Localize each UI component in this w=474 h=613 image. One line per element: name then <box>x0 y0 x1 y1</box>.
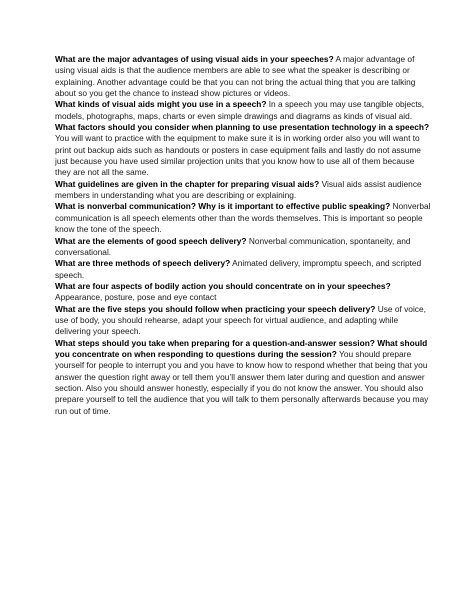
qa-presentation-technology <box>55 122 431 179</box>
question-text: What are the five steps you should follow when practicing your speech delivery? <box>55 303 376 314</box>
question-text: What kinds of visual aids might you use in a speech? <box>55 99 267 110</box>
question-text: What are the elements of good speech delivery? <box>55 235 247 246</box>
qa-bodily-action <box>55 281 431 304</box>
answer-text: You should prepare yourself for people to interrupt you and you have to know how to respond whether that being that you answer the question right away or tell them you’ll answer them later during and question and answer section. Also you should answer honestly, especially if you do not know the answer. You should also prepare yourself to tell the audience that you will talk to them personally afterwards because you may run out of time. <box>55 348 429 416</box>
question-text: What factors should you consider when planning to use presentation technology in a speech? <box>55 122 430 133</box>
qa-practice-steps <box>55 304 431 338</box>
answer-text: Visual aids assist audience members in understanding what you are describing or explaining. <box>55 178 422 201</box>
answer-text: Animated delivery, impromptu speech, and scripted speech. <box>55 258 422 280</box>
question-text: What is nonverbal communication? Why is it important to effective public speaking? <box>55 201 391 212</box>
answer-text: Nonverbal communication is all speech elements other than the words themselves. This is important so people know the tone of the speech. <box>55 201 431 235</box>
question-text: What are four aspects of bodily action you should concentrate on in your speeches? <box>55 280 391 291</box>
qa-nonverbal-communication <box>55 201 431 235</box>
answer-text: Appearance, posture, pose and eye contact <box>55 292 217 303</box>
document-page <box>55 54 431 417</box>
qa-delivery-methods <box>55 258 431 281</box>
qa-visual-aids-advantages <box>55 54 431 99</box>
answer-text: In a speech you may use tangible objects, models, photographs, maps, charts or even simple drawings and diagrams as kinds of visual aid. <box>55 99 425 121</box>
qa-visual-aid-kinds <box>55 99 431 122</box>
qa-good-delivery-elements <box>55 236 431 259</box>
answer-text: You will want to practice with the equipment to make sure it is in working order also you will want to print out backup aids such as handouts or posters in case equipment fails and lastly do not assume just because you have used similar projection units that you know how to use all of them because they are not all the same. <box>55 133 421 178</box>
question-text: What steps should you take when preparing for a question-and-answer session? What should you concentrate on when responding to questions during the session? <box>55 337 428 359</box>
qa-visual-aid-guidelines <box>55 179 431 202</box>
answer-text: A major advantage of using visual aids is that the audience members are able to see what the speaker is describing or explaining. Another advantage could be that you can not bring the actual thing that you are talking about so you get the chance to instead show pictures or videos. <box>55 54 416 99</box>
question-text: What are the major advantages of using visual aids in your speeches? <box>55 54 334 64</box>
question-text: What guidelines are given in the chapter for preparing visual aids? <box>55 178 320 189</box>
answer-text: Use of voice, use of body, you should rehearse, adapt your speech for virtual audience, and adapting while delivering your speech. <box>55 303 426 337</box>
qa-question-answer-session <box>55 338 431 417</box>
question-text: What are three methods of speech delivery? <box>55 258 231 269</box>
answer-text: Nonverbal communication, spontaneity, and conversational. <box>55 235 411 257</box>
